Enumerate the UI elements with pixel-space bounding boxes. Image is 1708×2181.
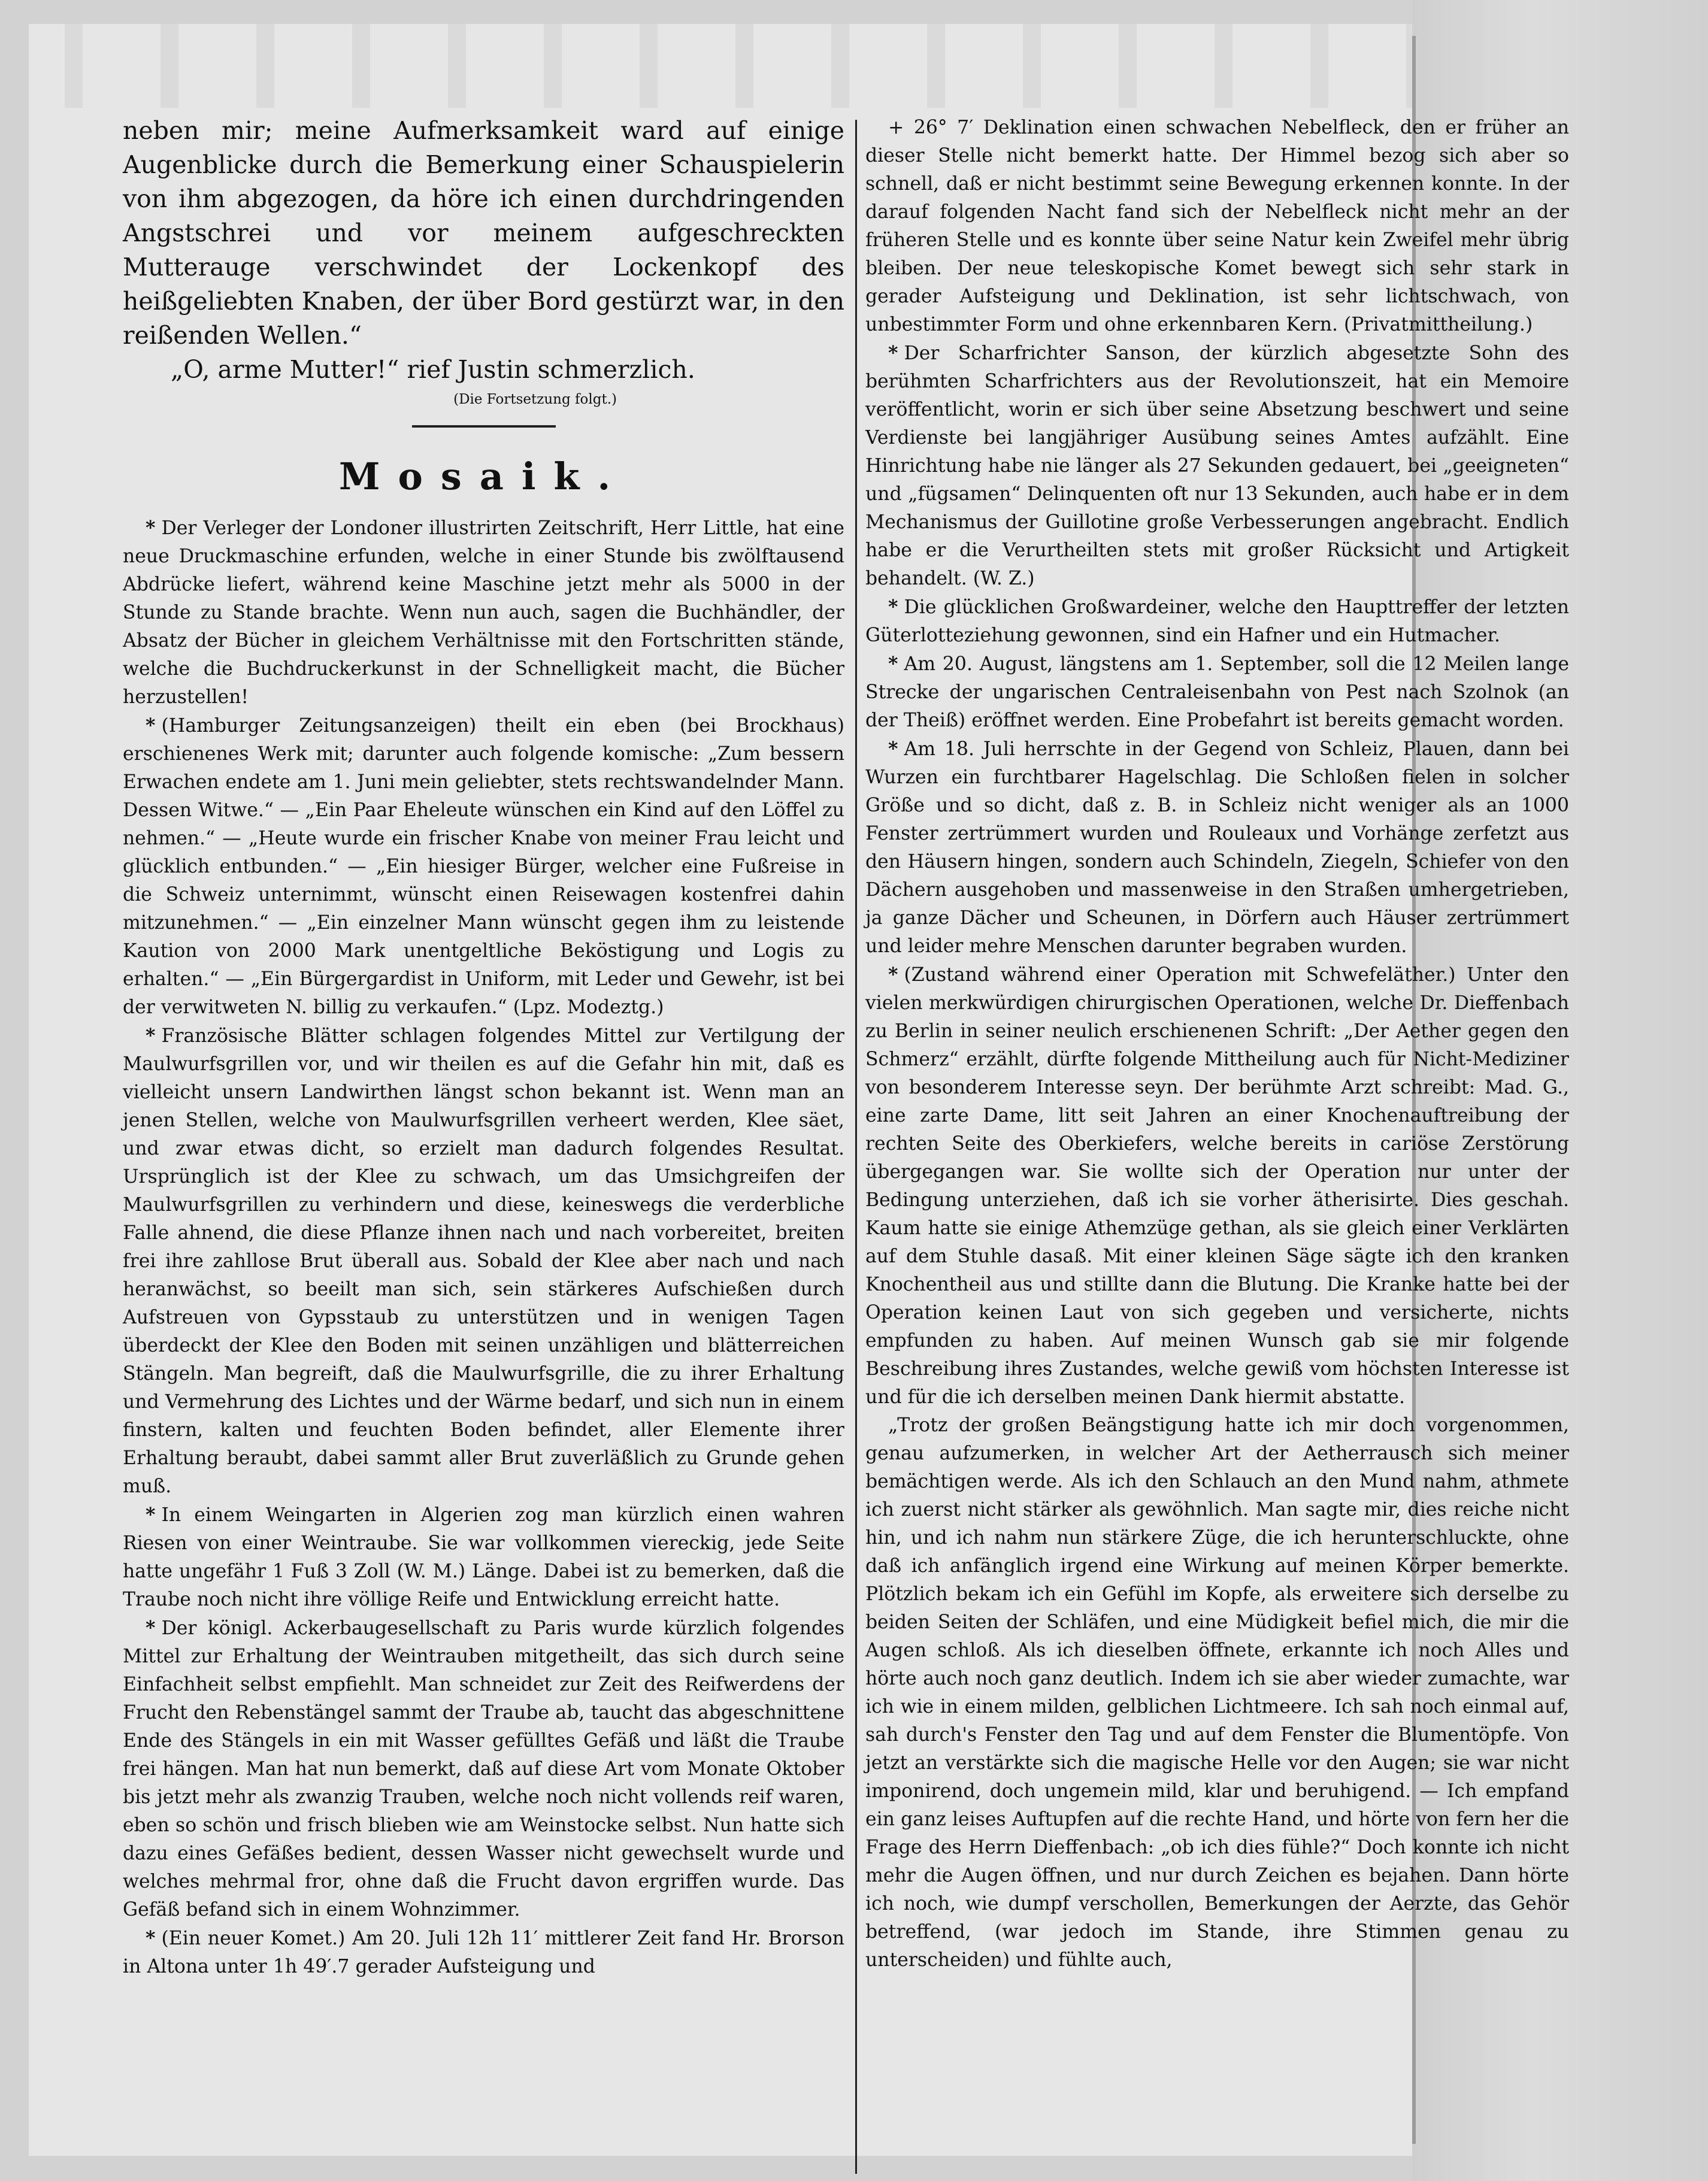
asterism-mark: * — [888, 596, 898, 618]
article-paragraph — [865, 650, 1569, 735]
article-text: Am 20. August, längstens am 1. September, soll die 12 Meilen lange Strecke der ungarischen Centraleisenbahn von Pest nach Szolnok (an der Theiß) eröffnet werden. Eine Probefahrt ist bereits gemacht worden. — [865, 653, 1569, 731]
article-paragraph — [865, 735, 1569, 961]
article-text: (Zustand während einer Operation mit Schwefeläther.) Unter den vielen merkwürdigen chirurgischen Operationen, welche Dr. Dieffenbach zu Berlin in seiner neulich erschienenen Schrift: „Der Aether gegen den Schmerz“ erzählt, dürfte folgende Mittheilung auch für Nicht-Mediziner von besonderem Interesse seyn. Der berühmte Arzt schreibt: Mad. G., eine zarte Dame, litt seit Jahren an einer Knochenauftreibung der rechten Seite des Oberkiefers, welche bereits in cariöse Zerstörung übergegangen war. Sie wollte sich der Operation nur unter der Bedingung unterziehen, daß ich sie vorher ätherisirte. Dies geschah. Kaum hatte sie einige Athemzüge gethan, als sie gleich einer Verklärten auf dem Stuhle dasaß. Mit einer kleinen Säge sägte ich den kranken Knochentheil aus und stillte dann die Blutung. Die Kranke hatte bei der Operation keinen Laut von sich gegeben und versicherte, nichts empfunden zu haben. Auf meinen Wunsch gab sie mir folgende Beschreibung ihres Zustandes, welche gewiß vom höchsten Interesse ist und für die ich derselben meinen Dank hiermit abstatte. — [865, 964, 1569, 1408]
column-divider — [855, 120, 857, 2174]
article-paragraph — [123, 514, 844, 711]
asterism-mark: * — [888, 738, 898, 760]
asterism-mark: * — [146, 714, 156, 737]
article-paragraph — [123, 1022, 844, 1501]
article-text: Der Verleger der Londoner illustrirten Zeitschrift, Herr Little, hat eine neue Druckmaschine erfunden, welche in einer Stunde bis zwölftausend Abdrücke liefert, während keine Maschine jetzt mehr als 5000 in der Stunde zu Stande brachte. Wenn nun auch, sagen die Buchhändler, der Absatz der Bücher in gleichem Verhältnisse mit den Fortschritten stände, welche die Buchdruckerkunst in der Schnelligkeit macht, die Bücher herzustellen! — [123, 517, 844, 708]
article-text: Die glücklichen Großwardeiner, welche den Haupttreffer der letzten Güterlotteziehung gewonnen, sind ein Hafner und ein Hutmacher. — [865, 596, 1569, 646]
left-column — [123, 114, 844, 1981]
article-paragraph — [865, 114, 1569, 339]
section-rule — [412, 425, 556, 428]
asterism-mark: * — [146, 517, 156, 539]
right-column — [865, 114, 1569, 1974]
article-text: (Ein neuer Komet.) Am 20. Juli 12h 11′ mittlerer Zeit fand Hr. Brorson in Altona unter 1h 49′.7 gerader Aufsteigung und — [123, 1928, 844, 1977]
article-paragraph — [123, 1501, 844, 1614]
article-text: + 26° 7′ Deklination einen schwachen Nebelfleck, den er früher an dieser Stelle nicht bemerkt hatte. Der Himmel bezog sich aber so schnell, daß er nicht bestimmt seine Bewegung erkennen konnte. In der darauf folgenden Nacht fand sich der Nebelfleck nicht mehr an der früheren Stelle und es konnte über seine Natur kein Zweifel mehr übrig bleiben. Der neue teleskopische Komet bewegt sich sehr stark in gerader Aufsteigung und Deklination, ist sehr lichtschwach, von unbestimmter Form und ohne erkennbaren Kern. (Privatmittheilung.) — [865, 117, 1569, 335]
article-paragraph — [865, 1411, 1569, 1974]
article-paragraph — [123, 1614, 844, 1924]
article-text: Französische Blätter schlagen folgendes Mittel zur Vertilgung der Maulwurfsgrillen vor, und wir theilen es auf die Gefahr hin mit, daß es vielleicht unsern Landwirthen längst schon bekannt ist. Wenn man an jenen Stellen, welche von Maulwurfsgrillen verheert werden, Klee säet, und zwar etwas dicht, so erzielt man dadurch folgendes Resultat. Ursprünglich ist der Klee zu schwach, um das Umsichgreifen der Maulwurfsgrillen zu verhindern und diese, keineswegs die verderbliche Falle ahnend, die diese Pflanze ihnen nach und nach vorbereitet, breiten frei ihre zahllose Brut überall aus. Sobald der Klee aber nach und nach heranwächst, so beeilt man sich, sein stärkeres Aufschießen durch Aufstreuen von Gypsstaub zu unterstützen und in wenigen Tagen überdeckt der Klee den Boden mit seinen unzähligen und blätterreichen Stängeln. Man begreift, daß die Maulwurfsgrille, die zu ihrer Erhaltung und Vermehrung des Lichtes und der Wärme bedarf, und sich nun in einem finstern, kalten und feuchten Boden befindet, aller Elemente ihrer Erhaltung beraubt, dabei sammt aller Brut zuverläßlich zu Grunde gehen muß. — [123, 1025, 844, 1497]
article-text: Der Scharfrichter Sanson, der kürzlich abgesetzte Sohn des berühmten Scharfrichters aus der Revolutionszeit, hat ein Memoire veröffentlicht, worin er sich über seine Absetzung beschwert und seine Verdienste bei langjähriger Ausübung seines Amtes aufzählt. Eine Hinrichtung habe nie länger als 27 Sekunden gedauert, bei „geeigneten“ und „fügsamen“ Delinquenten oft nur 13 Sekunden, auch habe er in dem Mechanismus der Guillotine große Verbesserungen angebracht. Endlich habe er die Verurtheilten stets mit großer Rücksicht und Artigkeit behandelt. (W. Z.) — [865, 343, 1569, 589]
article-text: „Trotz der großen Beängstigung hatte ich mir doch vorgenommen, genau aufzumerken, in welcher Art der Aetherrausch sich meiner bemächtigen werde. Als ich den Schlauch an den Mund nahm, athmete ich zuerst nicht stärker als gewöhnlich. Man sagte mir, dies reiche nicht hin, und ich nahm nun stärkere Züge, die ich herunterschluckte, ohne daß ich anfänglich irgend eine Wirkung auf meinen Körper bemerkte. Plötzlich bekam ich ein Gefühl im Kopfe, als erweitere sich derselbe zu beiden Seiten der Schläfen, und eine Müdigkeit befiel mich, die mir die Augen schloß. Als ich dieselben öffnete, erkannte ich noch Alles und hörte auch noch ganz deutlich. Indem ich sie aber wieder zumachte, war ich wie in einem milden, gelblichen Lichtmeere. Ich sah noch einmal auf, sah durch's Fenster den Tag und auf dem Fenster die Blumentöpfe. Von jetzt an verstärkte sich die magische Helle vor den Augen; sie war nicht imponirend, doch ungemein mild, klar und beruhigend. — Ich empfand ein ganz leises Auftupfen auf die rechte Hand, und hörte von fern her die Frage des Herrn Dieffenbach: „ob ich dies fühle?“ Doch konnte ich nicht mehr die Augen öffnen, und nur durch Zeichen es bejahen. Dann hörte ich noch, wie dumpf verschollen, Bemerkungen der Aerzte, das Gehör betreffend, (war jedoch im Stande, ihre Stimmen genau zu unterscheiden) und fühlte auch, — [865, 1414, 1569, 1971]
article-text: In einem Weingarten in Algerien zog man kürzlich einen wahren Riesen von einer Weintraube. Sie war vollkommen viereckig, jede Seite hatte ungefähr 1 Fuß 3 Zoll (W. M.) Länge. Dabei ist zu bemerken, daß die Traube noch nicht ihre völlige Reife und Entwicklung erreicht hatte. — [123, 1504, 844, 1610]
asterism-mark: * — [888, 964, 898, 986]
article-paragraph — [123, 1924, 844, 1981]
asterism-mark: * — [146, 1025, 156, 1047]
asterism-mark: * — [888, 342, 898, 364]
article-text: Am 18. Juli herrschte in der Gegend von Schleiz, Plauen, dann bei Wurzen ein furchtbarer Hagelschlag. Die Schloßen fielen in solcher Größe und so dicht, daß z. B. in Schleiz nicht weniger als an 1000 Fenster zertrümmert wurden und Rouleaux und Vorhänge zerfetzt aus den Häusern hingen, sondern auch Schindeln, Ziegeln, Schiefer von den Dächern ausgehoben und massenweise in den Straßen umhergetrieben, ja ganze Dächer und Scheunen, in Dörfern auch Häuser zertrümmert und leider mehre Menschen darunter begraben wurden. — [865, 738, 1569, 957]
story-quote: „O, arme Mutter!“ rief Justin schmerzlich. — [171, 355, 695, 384]
article-paragraph — [865, 961, 1569, 1411]
article-paragraph — [865, 593, 1569, 650]
asterism-mark: * — [146, 1927, 156, 1949]
article-paragraph — [123, 711, 844, 1022]
story-ending: neben mir; meine Aufmerksamkeit ward auf einige Augenblicke durch die Bemerkung einer Schauspielerin von ihm abgezogen, da höre ich einen durchdringenden Angstschrei und vor meinem aufgeschreckten Mutterauge verschwindet der Lockenkopf des heißgeliebten Knaben, der über Bord gestürzt war, in den reißenden Wellen.“ — [123, 116, 844, 350]
article-paragraph — [865, 339, 1569, 593]
article-text: Der königl. Ackerbaugesellschaft zu Paris wurde kürzlich folgendes Mittel zur Erhaltung der Weintrauben mitgetheilt, das sich durch seine Einfachheit selbst empfiehlt. Man schneidet zur Zeit des Reifwerdens der Frucht den Rebenstängel sammt der Traube ab, taucht das abgeschnittene Ende des Stängels in ein mit Wasser gefülltes Gefäß und läßt die Traube frei hängen. Man hat nun bemerkt, daß auf diese Art vom Monate Oktober bis jetzt mehr als zwanzig Trauben, welche noch nicht vollends reif waren, eben so schön und frisch blieben wie am Weinstocke selbst. Nun hatte sich dazu eines Gefäßes bedient, dessen Wasser nicht gewechselt wurde und welches mehrmal fror, ohne daß die Frucht davon ergriffen wurde. Das Gefäß befand sich in einem Wohnzimmer. — [123, 1617, 844, 1921]
article-text: (Hamburger Zeitungsanzeigen) theilt ein eben (bei Brockhaus) erschienenes Werk mit; darunter auch folgende komische: „Zum bessern Erwachen endete am 1. Juni mein geliebter, stets rechtswandelnder Mann. Dessen Witwe.“ — „Ein Paar Eheleute wünschen ein Kind auf den Löffel zu nehmen.“ — „Heute wurde ein frischer Knabe von meiner Frau leicht und glücklich entbunden.“ — „Ein hiesiger Bürger, welcher eine Fußreise in die Schweiz unternimmt, wünscht einen Reisewagen kostenfrei dahin mitzunehmen.“ — „Ein einzelner Mann wünscht gegen ihm zu leistende Kaution von 2000 Mark unentgeltliche Beköstigung und Logis zu erhalten.“ — „Ein Bürgergardist in Uniform, mit Leder und Gewehr, ist bei der verwitweten N. billig zu verkaufen.“ (Lpz. Modeztg.) — [123, 715, 844, 1018]
asterism-mark: * — [146, 1617, 156, 1639]
continuation-note: (Die Fortsetzung folgt.) — [453, 392, 617, 407]
asterism-mark: * — [888, 653, 898, 675]
page-top-margin — [29, 24, 1412, 108]
right-articles — [865, 114, 1569, 1974]
section-heading: Mosaik. — [338, 455, 629, 498]
asterism-mark: * — [146, 1504, 156, 1526]
left-articles — [123, 514, 844, 1981]
